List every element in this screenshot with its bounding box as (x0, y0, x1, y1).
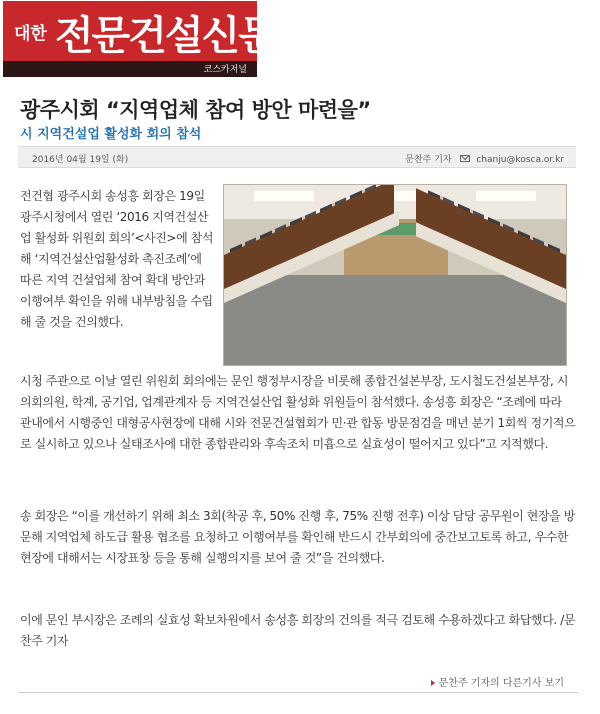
article-paragraph: 전건협 광주시회 송성흥 회장은 19일 광주시청에서 열린 ‘2016 지역건설산업 활성화 위원회 회의’<사진>에 참석해 ‘지역건설산업활성화 촉진조례’에 따른 지역 건설업체 참여 확대 방안과 이행여부 확인을 위해 내부방침을 수립해 줄 것을 건의했다. (20, 189, 214, 329)
masthead-title: 전문건설신문 (55, 13, 275, 59)
newspaper-masthead[interactable] (3, 1, 275, 77)
more-articles-label: 문찬주 기자의 다른기사 보기 (438, 678, 564, 689)
photo-ceiling-light (476, 191, 536, 201)
mail-icon[interactable] (460, 155, 470, 162)
article-byline (405, 152, 564, 165)
author-name[interactable]: 문찬주 기자 (405, 155, 452, 165)
masthead-subtitle: 코스카저널 (203, 65, 247, 75)
author-email[interactable]: chanju@kosca.or.kr (476, 155, 564, 165)
more-articles-link[interactable] (431, 674, 564, 689)
meeting-photo[interactable] (223, 184, 567, 366)
masthead-band (3, 61, 257, 77)
photo-ceiling-light (254, 191, 314, 201)
article-paragraph: 시청 주관으로 이날 열린 위원회 회의에는 문인 행정부시장을 비롯해 종합건설본부장, 도시철도건설본부장, 시의회의원, 학계, 공기업, 업계관계자 등 지역건설산업 활성화 위원들이 참석했다. 송성흥 회장은 “조례에 따라 관내에서 시행중인 대형공사현장에 대해 시와 전문건설협회가 민·관 합동 방문점검을 매년 분기 1회씩 정기적으로 실시하고 있으나 실태조사에 대한 종합관리와 후속조치 미흡으로 실효성이 떨어지고 있다”고 지적했다. (20, 374, 576, 451)
article-paragraph: 이에 문인 부시장은 조례의 실효성 확보차원에서 송성흥 회장의 건의를 적극 검토해 수용하겠다고 화답했다. /문찬주 기자 (20, 613, 576, 648)
arrow-right-icon (431, 680, 435, 686)
photo-floor (224, 275, 566, 366)
article-meta-bar (18, 146, 576, 168)
bottom-divider (18, 692, 578, 693)
article-date: 2016년 04월 19일 (화) (32, 155, 129, 165)
masthead-prefix: 대한 (14, 24, 47, 44)
article-subhead: 시 지역건설업 활성화 회의 참석 (20, 127, 202, 142)
article-headline: 광주시회 “지역업체 참여 방안 마련을” (20, 98, 371, 122)
article-paragraph: 송 회장은 “이를 개선하기 위해 최소 3회(착공 후, 50% 진행 후, 75% 진행 전후) 이상 담당 공무원이 현장을 방문해 지역업체 하도급 활용 협조를 요청하고 이행여부를 확인해 반드시 간부회의에 중간보고토록 하고, 우수한 현장에 대해서는 시장표창 등을 통해 실행의지를 보여 줄 것”을 건의했다. (20, 509, 575, 565)
